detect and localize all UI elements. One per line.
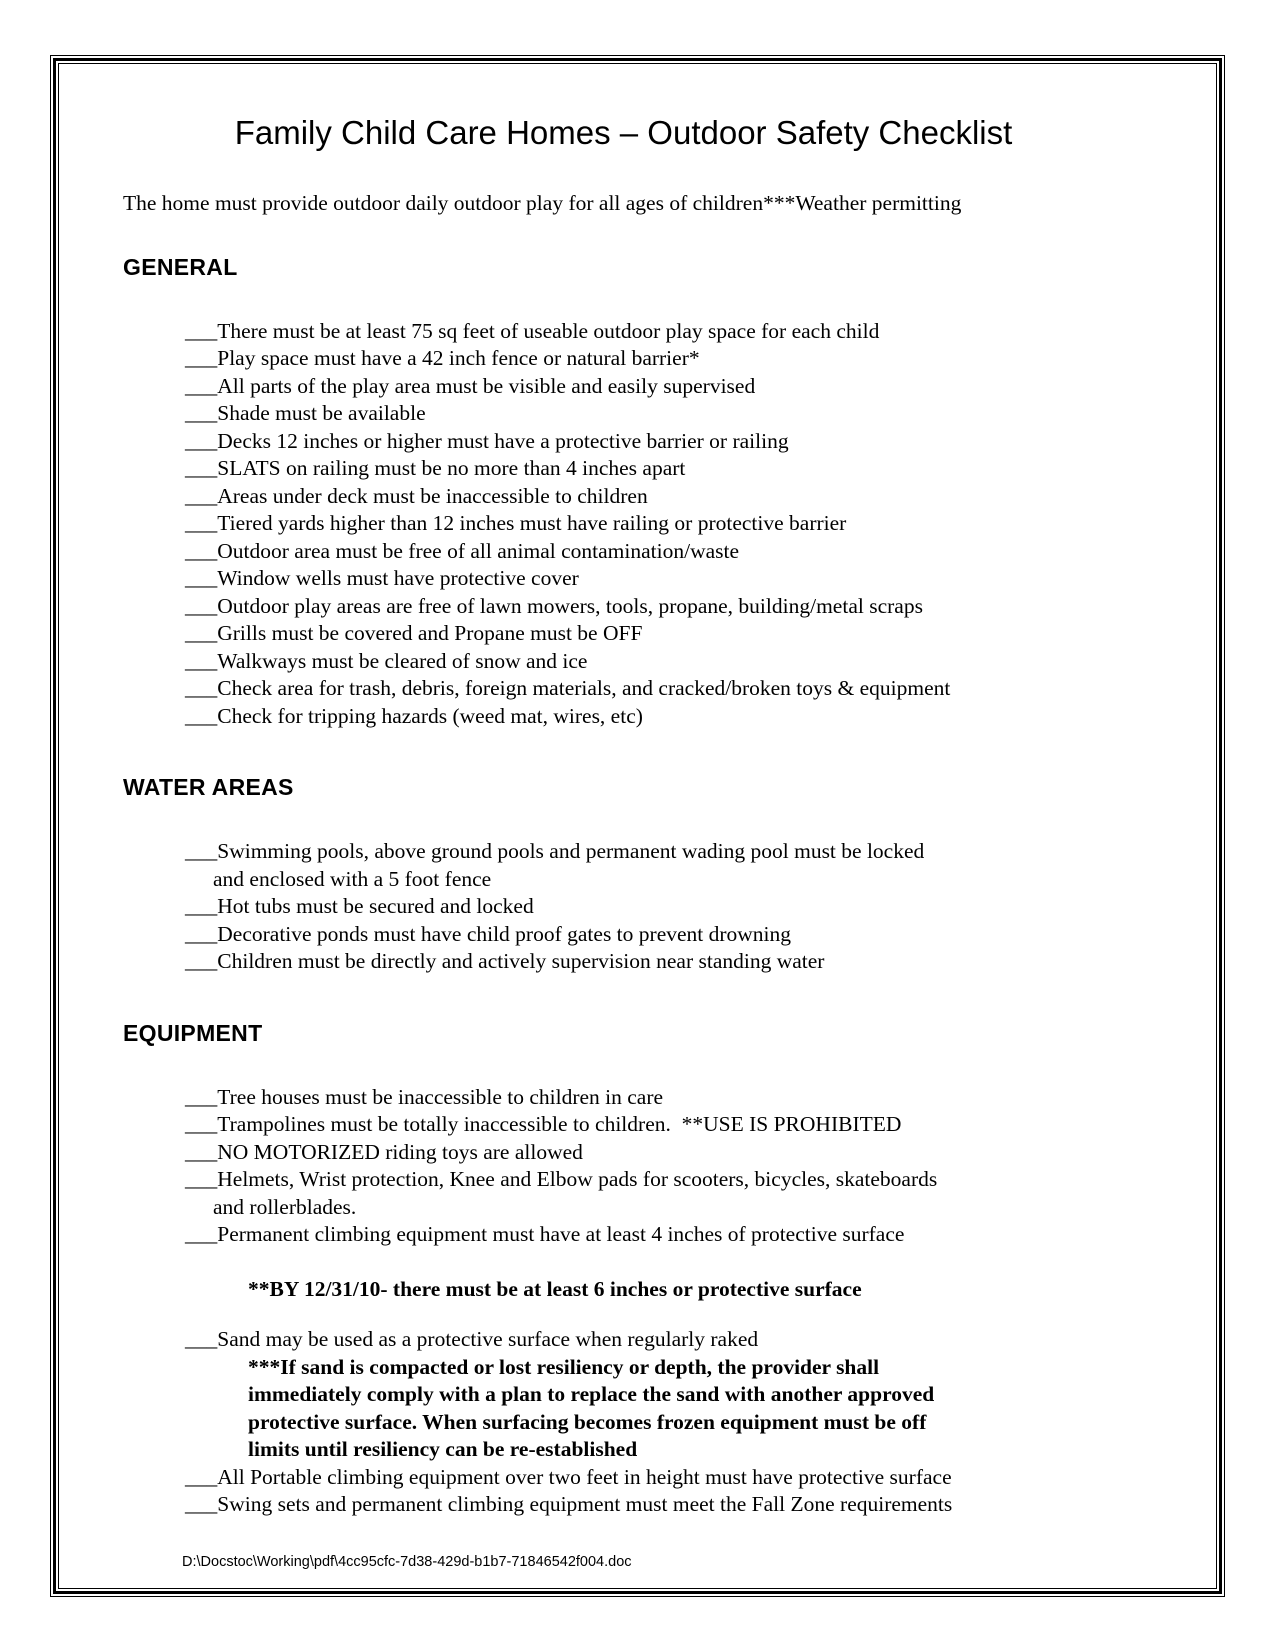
item-text: Tree houses must be inaccessible to children in care bbox=[217, 1084, 664, 1109]
blank-line: ___ bbox=[185, 401, 218, 425]
item-text-continued: and rollerblades. bbox=[213, 1194, 357, 1219]
checklist-item bbox=[123, 1464, 1124, 1492]
checklist-item bbox=[123, 703, 1124, 731]
item-text: Helmets, Wrist protection, Knee and Elbow pads for scooters, bicycles, skateboards bbox=[217, 1167, 938, 1191]
surface-deadline-note: **BY 12/31/10- there must be at least 6 inches or protective surface bbox=[248, 1276, 862, 1301]
blank-line: ___ bbox=[185, 346, 218, 370]
checklist-item bbox=[123, 1084, 1124, 1112]
blank-line: ___ bbox=[185, 1167, 218, 1191]
checklist-item bbox=[123, 921, 1124, 949]
item-text: Outdoor area must be free of all animal contamination/waste bbox=[217, 538, 740, 563]
checklist-item bbox=[123, 675, 1124, 703]
checklist-item bbox=[123, 318, 1124, 346]
blank-line: ___ bbox=[185, 1492, 218, 1516]
footer-file-path: D:\Docstoc\Working\pdf\4cc95cfc-7d38-429d-b1b7-71846542f004.doc bbox=[182, 1554, 632, 1570]
item-text: Grills must be covered and Propane must be OFF bbox=[217, 621, 643, 645]
section-heading-equipment: EQUIPMENT bbox=[123, 1019, 263, 1046]
item-text: Trampolines must be totally inaccessible to children. **USE IS PROHIBITED bbox=[217, 1112, 902, 1136]
checklist-item bbox=[123, 373, 1124, 401]
page-title: Family Child Care Homes – Outdoor Safety Checklist bbox=[234, 114, 1013, 151]
checklist-item bbox=[123, 510, 1124, 538]
blank-line: ___ bbox=[185, 318, 218, 343]
item-text: There must be at least 75 sq feet of useable outdoor play space for each child bbox=[217, 318, 880, 343]
blank-line: ___ bbox=[185, 676, 218, 700]
checklist-item bbox=[123, 948, 1124, 976]
checklist-item bbox=[123, 593, 1124, 621]
item-text: Areas under deck must be inaccessible to children bbox=[217, 483, 648, 508]
blank-line: ___ bbox=[185, 839, 218, 863]
checklist-item bbox=[123, 538, 1124, 566]
item-text: Window wells must have protective cover bbox=[217, 566, 579, 590]
checklist-item bbox=[123, 400, 1124, 428]
note-line: immediately comply with a plan to replace the sand with another approved bbox=[248, 1382, 935, 1406]
section-heading-water-areas: WATER AREAS bbox=[123, 774, 294, 800]
item-text: Swimming pools, above ground pools and permanent wading pool must be locked bbox=[217, 839, 925, 863]
blank-line: ___ bbox=[185, 373, 218, 398]
checklist-item bbox=[123, 1491, 1124, 1519]
blank-line: ___ bbox=[185, 1222, 218, 1246]
water-areas-checklist bbox=[123, 838, 1124, 976]
checklist-item bbox=[123, 483, 1124, 511]
checklist-item bbox=[123, 1139, 1124, 1167]
blank-line: ___ bbox=[185, 511, 218, 535]
item-text: Outdoor play areas are free of lawn mowers, tools, propane, building/metal scraps bbox=[217, 593, 923, 618]
note-line: ***If sand is compacted or lost resiliency or depth, the provider shall bbox=[248, 1354, 880, 1379]
item-text: Swing sets and permanent climbing equipment must meet the Fall Zone requirements bbox=[217, 1492, 953, 1516]
document-content bbox=[61, 62, 1214, 1519]
section-heading-general: GENERAL bbox=[123, 253, 238, 280]
blank-line: ___ bbox=[185, 949, 218, 973]
checklist-item bbox=[123, 455, 1124, 483]
item-text: Children must be directly and actively supervision near standing water bbox=[217, 949, 825, 973]
checklist-item bbox=[123, 1326, 1124, 1354]
note-line: limits until resiliency can be re-established bbox=[248, 1437, 638, 1461]
item-text: Shade must be available bbox=[217, 401, 426, 425]
blank-line: ___ bbox=[185, 648, 218, 673]
item-text: Tiered yards higher than 12 inches must have railing or protective barrier bbox=[217, 511, 847, 535]
blank-line: ___ bbox=[185, 538, 218, 563]
blank-line: ___ bbox=[185, 1084, 218, 1109]
item-text: SLATS on railing must be no more than 4 inches apart bbox=[217, 456, 686, 480]
blank-line: ___ bbox=[185, 621, 218, 645]
checklist-item bbox=[123, 428, 1124, 456]
item-text: Walkways must be cleared of snow and ice bbox=[217, 648, 588, 673]
item-text: Sand may be used as a protective surface when regularly raked bbox=[217, 1327, 759, 1351]
item-text: Check area for trash, debris, foreign materials, and cracked/broken toys & equipment bbox=[217, 676, 951, 700]
blank-line: ___ bbox=[185, 428, 218, 453]
item-text: Decorative ponds must have child proof gates to prevent drowning bbox=[217, 921, 792, 946]
blank-line: ___ bbox=[185, 1327, 218, 1351]
item-text-continued: and enclosed with a 5 foot fence bbox=[213, 866, 492, 891]
blank-line: ___ bbox=[185, 593, 218, 618]
blank-line: ___ bbox=[185, 483, 218, 508]
intro-text: The home must provide outdoor daily outdoor play for all ages of children***Weather permitting bbox=[123, 191, 962, 215]
blank-line: ___ bbox=[185, 894, 218, 918]
blank-line: ___ bbox=[185, 921, 218, 946]
sand-resiliency-note bbox=[248, 1354, 1124, 1464]
equipment-checklist bbox=[123, 1084, 1124, 1519]
general-checklist bbox=[123, 318, 1124, 731]
blank-line: ___ bbox=[185, 1112, 218, 1136]
checklist-item bbox=[123, 648, 1124, 676]
checklist-item bbox=[123, 345, 1124, 373]
item-text: Play space must have a 42 inch fence or natural barrier* bbox=[217, 346, 700, 370]
item-text: NO MOTORIZED riding toys are allowed bbox=[217, 1139, 583, 1164]
item-text: Hot tubs must be secured and locked bbox=[217, 894, 534, 918]
item-text: All parts of the play area must be visible and easily supervised bbox=[217, 373, 756, 398]
checklist-item bbox=[123, 1166, 1124, 1221]
checklist-item bbox=[123, 838, 1124, 893]
blank-line: ___ bbox=[185, 566, 218, 590]
blank-line: ___ bbox=[185, 456, 218, 480]
blank-line: ___ bbox=[185, 703, 218, 728]
item-text: All Portable climbing equipment over two feet in height must have protective surface bbox=[217, 1464, 952, 1489]
checklist-item bbox=[123, 1111, 1124, 1139]
checklist-item bbox=[123, 1221, 1124, 1249]
checklist-item bbox=[123, 565, 1124, 593]
checklist-item bbox=[123, 620, 1124, 648]
item-text: Permanent climbing equipment must have at least 4 inches of protective surface bbox=[217, 1222, 905, 1246]
checklist-item bbox=[123, 893, 1124, 921]
item-text: Check for tripping hazards (weed mat, wires, etc) bbox=[217, 703, 643, 728]
blank-line: ___ bbox=[185, 1139, 218, 1164]
note-line: protective surface. When surfacing becomes frozen equipment must be off bbox=[248, 1409, 927, 1434]
item-text: Decks 12 inches or higher must have a protective barrier or railing bbox=[217, 428, 789, 453]
blank-line: ___ bbox=[185, 1464, 218, 1489]
